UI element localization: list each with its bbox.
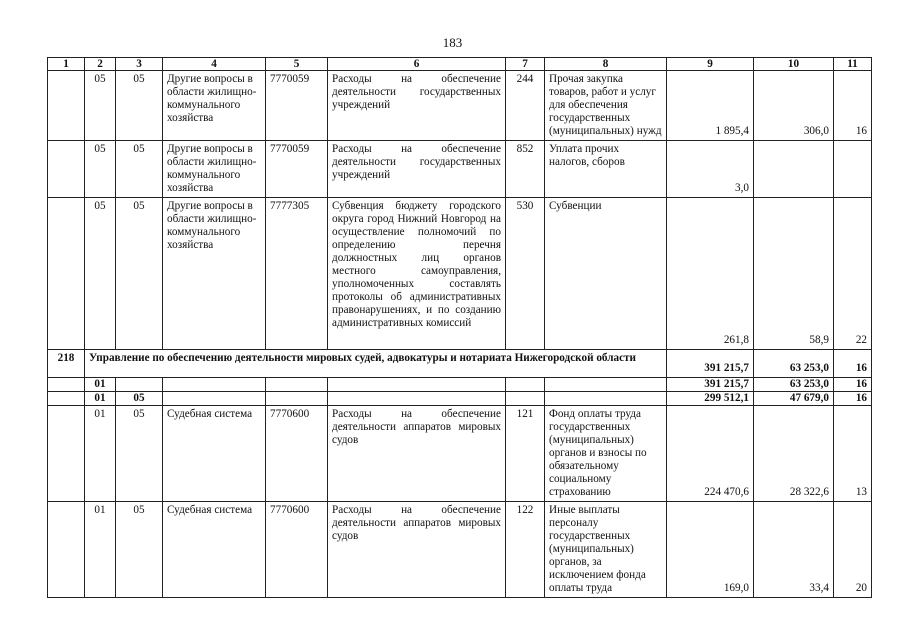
cell-percent: 16 — [834, 392, 872, 406]
cell-org-code — [48, 198, 85, 350]
cell-expense-code: 121 — [506, 406, 545, 502]
col-header: 4 — [163, 58, 266, 71]
table-row — [48, 141, 872, 198]
col-header: 8 — [545, 58, 667, 71]
cell-amount-plan: 3,0 — [667, 141, 754, 198]
cell-subsection-name: Судебная система — [163, 502, 266, 598]
cell-org-title: Управление по обеспечению деятельности мировых судей, адвокатуры и нотариата Нижегородской области — [85, 350, 667, 378]
cell-amount-plan: 1 895,4 — [667, 71, 754, 141]
cell-target-code: 7770059 — [266, 141, 328, 198]
cell-amount-plan: 169,0 — [667, 502, 754, 598]
cell-org-code: 218 — [48, 350, 85, 378]
cell-expense-code: 244 — [506, 71, 545, 141]
cell-percent — [834, 141, 872, 198]
cell-percent: 16 — [834, 71, 872, 141]
cell-target-code: 7770059 — [266, 71, 328, 141]
cell-amount-plan: 224 470,6 — [667, 406, 754, 502]
table-row — [48, 71, 872, 141]
cell-section: 05 — [85, 198, 116, 350]
cell-org-code — [48, 141, 85, 198]
cell-expense-code: 122 — [506, 502, 545, 598]
cell-expense-name: Уплата прочих налогов, сборов — [545, 141, 667, 198]
cell-target-name: Расходы на обеспечение деятельности государственных учреждений — [328, 71, 506, 141]
cell-amount-fact: 58,9 — [754, 198, 834, 350]
cell-amount-fact: 63 253,0 — [754, 350, 834, 378]
cell-section: 05 — [85, 141, 116, 198]
cell-subsection: 05 — [116, 198, 163, 350]
budget-table — [47, 57, 872, 598]
cell-amount-fact: 63 253,0 — [754, 378, 834, 392]
cell-section: 01 — [85, 406, 116, 502]
cell-target-code: 7770600 — [266, 406, 328, 502]
cell-target-code: 7777305 — [266, 198, 328, 350]
cell-subsection-name: Судебная система — [163, 406, 266, 502]
cell-amount-plan: 391 215,7 — [667, 378, 754, 392]
cell-percent: 16 — [834, 350, 872, 378]
cell-section: 05 — [85, 71, 116, 141]
cell-subsection-name: Другие вопросы в области жилищно-коммунального хозяйства — [163, 198, 266, 350]
header-row — [48, 58, 872, 71]
cell-target-name: Субвенция бюджету городского округа город Нижний Новгород на осуществление полномочий по определению перечня должностных лиц органов местного самоуправления, уполномоченных составлять протоколы об административных правонарушениях, и по созданию административных комиссий — [328, 198, 506, 350]
cell-section: 01 — [85, 378, 116, 392]
cell-expense-name: Субвенции — [545, 198, 667, 350]
cell-subsection-name: Другие вопросы в области жилищно-коммунального хозяйства — [163, 71, 266, 141]
col-header: 6 — [328, 58, 506, 71]
cell-org-code — [48, 71, 85, 141]
cell-amount-plan: 261,8 — [667, 198, 754, 350]
cell-percent: 22 — [834, 198, 872, 350]
section-summary-row — [48, 378, 872, 392]
cell-amount-fact — [754, 141, 834, 198]
col-header: 3 — [116, 58, 163, 71]
cell-amount-fact: 306,0 — [754, 71, 834, 141]
cell-amount-fact: 28 322,6 — [754, 406, 834, 502]
col-header: 1 — [48, 58, 85, 71]
cell-org-code — [48, 406, 85, 502]
col-header: 10 — [754, 58, 834, 71]
cell-section: 01 — [85, 392, 116, 406]
table-row — [48, 198, 872, 350]
org-summary-row — [48, 350, 872, 378]
subsection-summary-row — [48, 392, 872, 406]
col-header: 5 — [266, 58, 328, 71]
cell-subsection: 05 — [116, 141, 163, 198]
cell-subsection: 05 — [116, 392, 163, 406]
col-header: 11 — [834, 58, 872, 71]
cell-subsection: 05 — [116, 406, 163, 502]
cell-percent: 13 — [834, 406, 872, 502]
cell-subsection: 05 — [116, 502, 163, 598]
cell-expense-name: Фонд оплаты труда государственных (муниципальных) органов и взносы по обязательному социальному страхованию — [545, 406, 667, 502]
cell-org-code — [48, 502, 85, 598]
col-header: 2 — [85, 58, 116, 71]
col-header: 9 — [667, 58, 754, 71]
cell-target-name: Расходы на обеспечение деятельности государственных учреждений — [328, 141, 506, 198]
col-header: 7 — [506, 58, 545, 71]
page-number: 183 — [442, 35, 463, 50]
cell-percent: 20 — [834, 502, 872, 598]
cell-expense-name: Прочая закупка товаров, работ и услуг для обеспечения государственных (муниципальных) нужд — [545, 71, 667, 141]
table-row — [48, 502, 872, 598]
cell-subsection-name: Другие вопросы в области жилищно-коммунального хозяйства — [163, 141, 266, 198]
cell-target-name: Расходы на обеспечение деятельности аппаратов мировых судов — [328, 502, 506, 598]
cell-subsection: 05 — [116, 71, 163, 141]
cell-target-name: Расходы на обеспечение деятельности аппаратов мировых судов — [328, 406, 506, 502]
cell-amount-plan: 299 512,1 — [667, 392, 754, 406]
cell-percent: 16 — [834, 378, 872, 392]
table-row — [48, 406, 872, 502]
cell-expense-name: Иные выплаты персоналу государственных (муниципальных) органов, за исключением фонда оплаты труда — [545, 502, 667, 598]
cell-expense-code: 530 — [506, 198, 545, 350]
cell-section: 01 — [85, 502, 116, 598]
cell-amount-plan: 391 215,7 — [667, 350, 754, 378]
cell-target-code: 7770600 — [266, 502, 328, 598]
cell-amount-fact: 33,4 — [754, 502, 834, 598]
cell-amount-fact: 47 679,0 — [754, 392, 834, 406]
cell-expense-code: 852 — [506, 141, 545, 198]
